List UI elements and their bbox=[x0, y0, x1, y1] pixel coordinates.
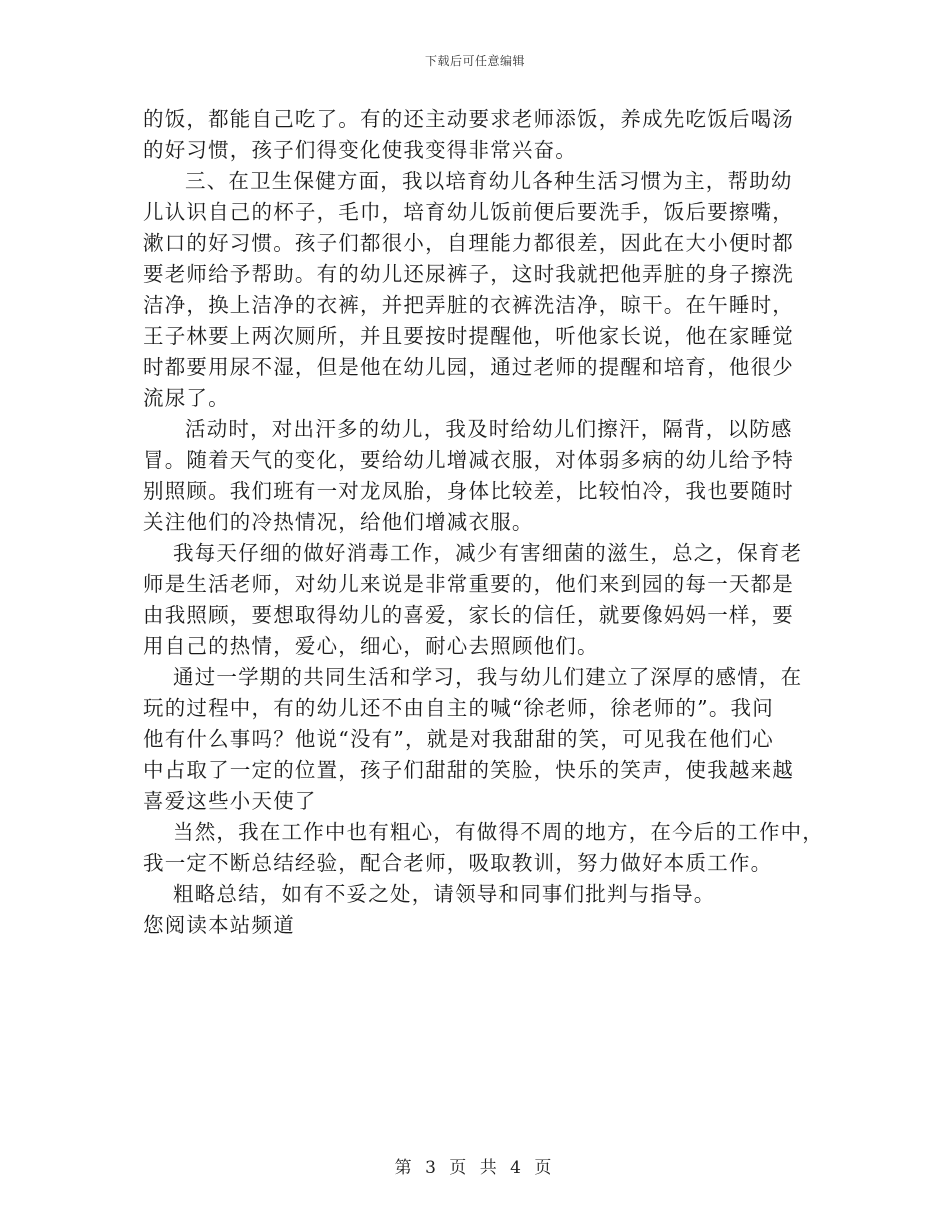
body-line: 的好习惯，孩子们得变化使我变得非常兴奋。 bbox=[143, 138, 577, 162]
body-line: 通过一学期的共同生活和学习，我与幼儿们建立了深厚的感情，在 bbox=[173, 665, 803, 689]
body-line: 用自己的热情，爱心，细心，耐心去照顾他们。 bbox=[143, 634, 599, 658]
body-line: 当然，我在工作中也有粗心，有做得不周的地方，在今后的工作中， bbox=[173, 820, 824, 844]
body-line: 玩的过程中，有的幼儿还不由自主的喊“徐老师，徐老师的”。我问 bbox=[143, 696, 774, 720]
body-line: 洁净，换上洁净的衣裤，并把弄脏的衣裤洗洁净，晾干。在午睡时， bbox=[143, 293, 794, 317]
body-line: 流尿了。 bbox=[143, 386, 230, 410]
page-number-footer: 第 3 页 共 4 页 bbox=[394, 1158, 556, 1178]
body-line: 我每天仔细的做好消毒工作，减少有害细菌的滋生，总之，保育老 bbox=[173, 541, 803, 565]
header-note: 下载后可任意编辑 bbox=[424, 54, 525, 68]
body-line: 我一定不断总结经验，配合老师，吸取教训，努力做好本质工作。 bbox=[143, 851, 773, 875]
body-line: 漱口的好习惯。孩子们都很小，自理能力都很差，因此在大小便时都 bbox=[143, 231, 794, 255]
body-line: 儿认识自己的杯子，毛巾，培育幼儿饭前便后要洗手，饭后要擦嘴， bbox=[143, 200, 794, 224]
body-line: 三、在卫生保健方面，我以培育幼儿各种生活习惯为主，帮助幼 bbox=[185, 169, 793, 193]
body-line: 时都要用尿不湿，但是他在幼儿园，通过老师的提醒和培育，他很少 bbox=[143, 355, 794, 379]
body-line: 喜爱这些小天使了 bbox=[143, 789, 317, 813]
body-line: 的饭，都能自己吃了。有的还主动要求老师添饭，养成先吃饭后喝汤 bbox=[143, 107, 794, 131]
body-line: 您阅读本站频道 bbox=[143, 913, 295, 937]
body-line: 他有什么事吗？他说“没有”，就是对我甜甜的笑，可见我在他们心 bbox=[143, 727, 774, 751]
body-line: 师是生活老师，对幼儿来说是非常重要的，他们来到园的每一天都是 bbox=[143, 572, 794, 596]
body-line: 关注他们的冷热情况，给他们增减衣服。 bbox=[143, 510, 534, 534]
body-line: 王子林要上两次厕所，并且要按时提醒他，听他家长说，他在家睡觉 bbox=[143, 324, 794, 348]
body-line: 粗略总结，如有不妥之处，请领导和同事们批判与指导。 bbox=[173, 882, 716, 906]
body-line: 冒。随着天气的变化，要给幼儿增减衣服，对体弱多病的幼儿给予特 bbox=[143, 448, 794, 472]
document-body bbox=[143, 104, 823, 941]
body-line: 别照顾。我们班有一对龙凤胎，身体比较差，比较怕冷，我也要随时 bbox=[143, 479, 794, 503]
body-line: 由我照顾，要想取得幼儿的喜爱，家长的信任，就要像妈妈一样，要 bbox=[143, 603, 794, 627]
body-line: 活动时，对出汗多的幼儿，我及时给幼儿们擦汗，隔背，以防感 bbox=[185, 417, 793, 441]
body-line: 要老师给予帮助。有的幼儿还尿裤子，这时我就把他弄脏的身子擦洗 bbox=[143, 262, 794, 286]
body-line: 中占取了一定的位置，孩子们甜甜的笑脸，快乐的笑声，使我越来越 bbox=[143, 758, 794, 782]
